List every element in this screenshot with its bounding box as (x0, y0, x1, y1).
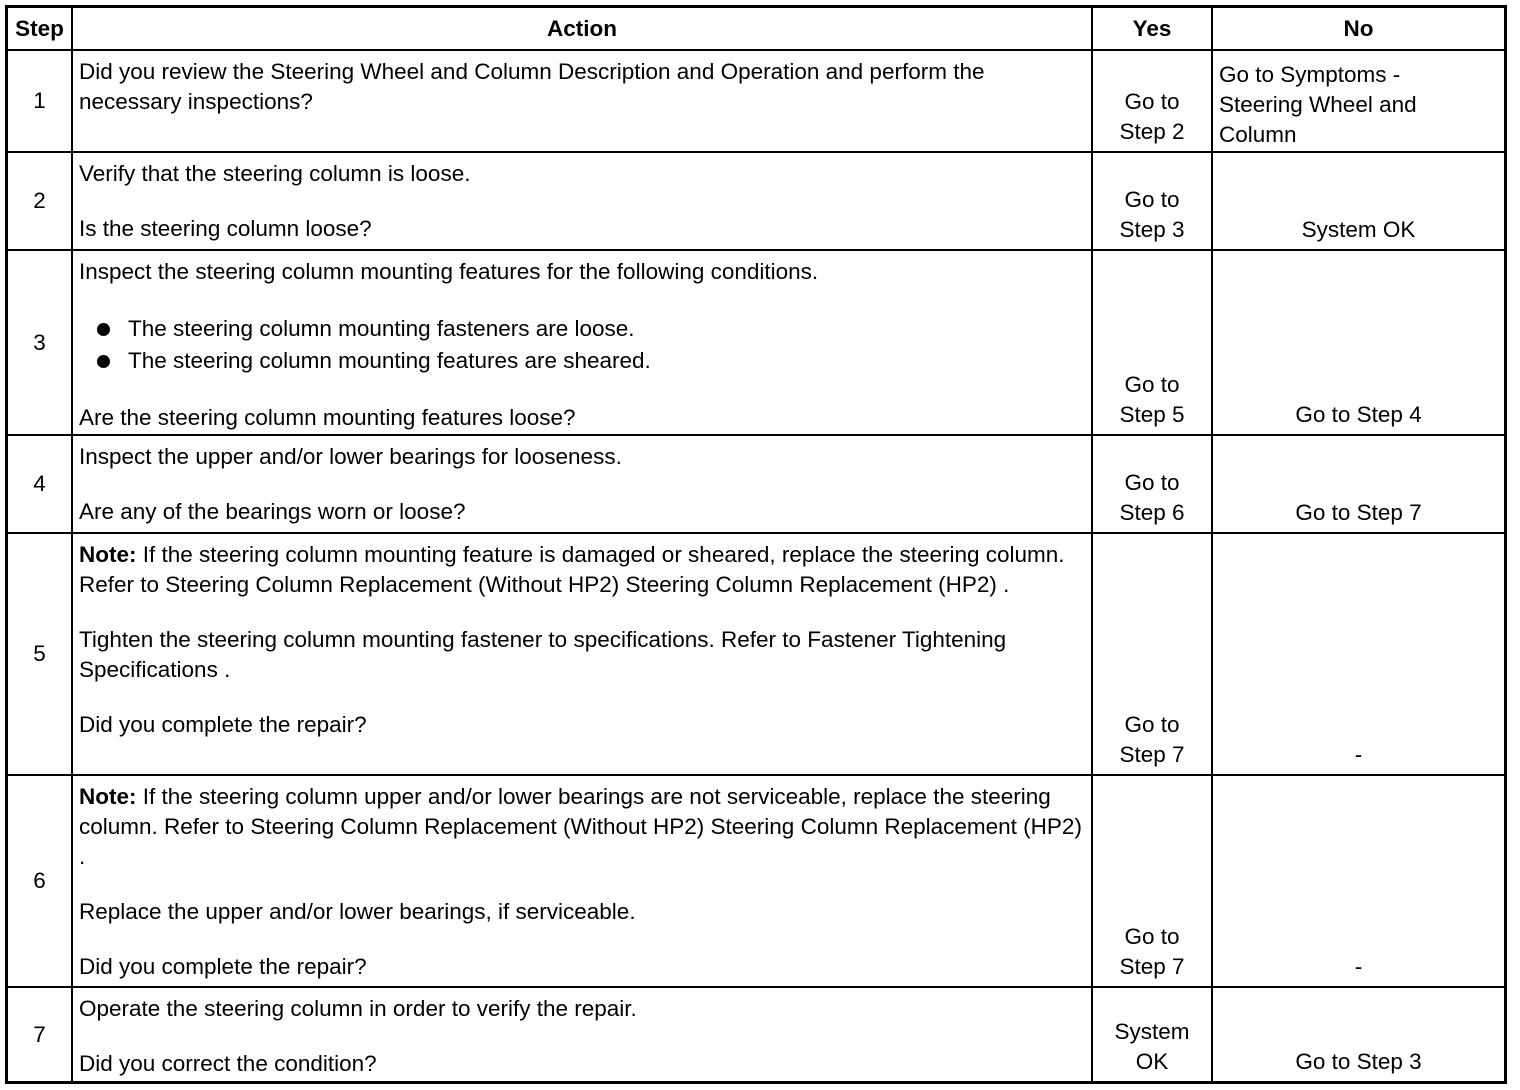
condition-list (79, 314, 1085, 376)
step-number: 7 (8, 988, 73, 1081)
no-cell (1213, 251, 1504, 436)
no-line: Go to Step 3 (1295, 1049, 1422, 1074)
yes-line: Step 7 (1119, 742, 1185, 767)
action-cell (73, 153, 1093, 251)
note-label: Note: (79, 542, 137, 567)
yes-cell (1093, 534, 1213, 776)
yes-cell (1093, 51, 1213, 153)
yes-cell (1093, 776, 1213, 988)
action-cell (73, 251, 1093, 436)
action-cell (73, 436, 1093, 534)
no-line: System OK (1301, 217, 1416, 242)
note-label: Note: (79, 784, 137, 809)
action-question: Did you correct the condition? (79, 1051, 377, 1076)
action-question: Did you complete the repair? (79, 954, 367, 979)
yes-line: Step 7 (1119, 954, 1185, 979)
action-cell (73, 534, 1093, 776)
yes-line: Step 3 (1119, 217, 1185, 242)
yes-cell (1093, 251, 1213, 436)
yes-line: OK (1135, 1049, 1169, 1074)
action-text: Inspect the upper and/or lower bearings for looseness. (79, 444, 622, 469)
action-question: Did you complete the repair? (79, 712, 367, 737)
action-text: Replace the upper and/or lower bearings, if serviceable. (79, 899, 636, 924)
note-text: If the steering column mounting feature is damaged or sheared, replace the steering column. Refer to Steering Column Replacement (Without HP2) Steering Column Replacement (HP2) . (79, 542, 1065, 597)
yes-cell (1093, 436, 1213, 534)
no-cell (1213, 153, 1504, 251)
no-line: - (1354, 742, 1363, 767)
yes-line: Go to (1124, 372, 1180, 397)
step-number: 2 (8, 153, 73, 251)
no-line: Steering Wheel and (1219, 92, 1417, 117)
yes-line: Go to (1124, 89, 1180, 114)
header-action: Action (73, 8, 1093, 51)
action-cell (73, 51, 1093, 153)
action-cell (73, 988, 1093, 1081)
yes-line: Step 2 (1119, 119, 1185, 144)
yes-line: Step 5 (1119, 402, 1185, 427)
header-step: Step (8, 8, 73, 51)
no-line: Column (1219, 122, 1297, 147)
yes-cell (1093, 988, 1213, 1081)
step-number: 3 (8, 251, 73, 436)
step-number: 6 (8, 776, 73, 988)
action-question: Is the steering column loose? (79, 216, 372, 241)
diagnostic-table (5, 5, 1507, 1084)
action-text: Verify that the steering column is loose. (79, 161, 471, 186)
step-number: 1 (8, 51, 73, 153)
action-question: Are any of the bearings worn or loose? (79, 499, 466, 524)
yes-line: Go to (1124, 712, 1180, 737)
no-cell (1213, 776, 1504, 988)
note-paragraph (79, 540, 1085, 600)
header-no: No (1213, 8, 1504, 51)
yes-line: Go to (1124, 924, 1180, 949)
bullet-item: The steering column mounting features are sheared. (97, 346, 1085, 376)
header-yes: Yes (1093, 8, 1213, 51)
no-cell (1213, 436, 1504, 534)
note-text: If the steering column upper and/or lower bearings are not serviceable, replace the steering column. Refer to Steering Column Replacement (Without HP2) Steering Column Replacement (HP2) . (79, 784, 1082, 869)
action-text: Did you review the Steering Wheel and Column Description and Operation and perform the necessary inspections? (79, 59, 985, 114)
no-line: - (1354, 954, 1363, 979)
step-number: 5 (8, 534, 73, 776)
yes-line: Step 6 (1119, 500, 1185, 525)
no-cell (1213, 51, 1504, 153)
yes-cell (1093, 153, 1213, 251)
no-cell (1213, 534, 1504, 776)
action-text: Inspect the steering column mounting features for the following conditions. (79, 259, 819, 284)
no-line: Go to Symptoms - (1219, 62, 1401, 87)
action-question: Are the steering column mounting features loose? (79, 405, 576, 430)
bullet-item: The steering column mounting fasteners are loose. (97, 314, 1085, 344)
action-cell (73, 776, 1093, 988)
step-number: 4 (8, 436, 73, 534)
no-line: Go to Step 7 (1295, 500, 1422, 525)
no-line: Go to Step 4 (1295, 402, 1422, 427)
yes-line: Go to (1124, 187, 1180, 212)
yes-line: System (1114, 1019, 1190, 1044)
action-text: Operate the steering column in order to verify the repair. (79, 996, 637, 1021)
yes-line: Go to (1124, 470, 1180, 495)
action-text: Tighten the steering column mounting fastener to specifications. Refer to Fastener Tightening Specifications . (79, 627, 1007, 682)
no-cell (1213, 988, 1504, 1081)
note-paragraph (79, 782, 1085, 872)
